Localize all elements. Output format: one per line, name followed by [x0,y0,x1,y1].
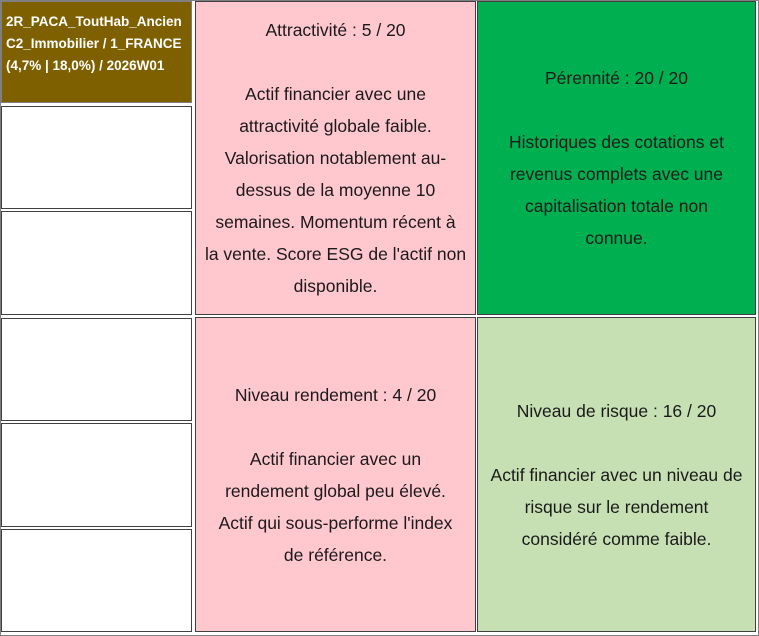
asset-header [1,1,192,103]
perennite-cell [477,1,756,315]
risque-description: Actif financier avec un niveau de risque sur le rendement considéré comme faible. [490,464,743,549]
attractivite-cell [195,1,476,315]
asset-name: 2R_PACA_ToutHab_Ancien [6,14,182,29]
empty-side-cell-2 [1,211,192,315]
empty-side-cell-5 [1,529,192,632]
perennite-title: Pérennité : 20 / 20 [544,68,689,88]
rendement-description: Actif financier avec un rendement global peu élevé. Actif qui sous-performe l'index de référence. [218,448,453,565]
side-column [0,0,194,634]
risque-cell [477,317,756,632]
rendement-cell [195,317,476,632]
perennite-description: Historiques des cotations et revenus complets avec une capitalisation totale non connue. [509,132,724,248]
empty-side-cell-1 [1,106,192,209]
risque-title: Niveau de risque : 16 / 20 [516,400,717,421]
empty-side-cell-3 [1,318,192,421]
empty-side-cell-4 [1,423,192,527]
attractivite-description: Actif financier avec une attractivité globale faible. Valorisation notablement au- dessus de la moyenne 10 semaines. Momentum récent à la vente. Score ESG de l'actif non disponible. [204,84,467,296]
attractivite-title: Attractivité : 5 / 20 [265,20,406,40]
asset-category: C2_Immobilier / 1_FRANCE [6,36,182,51]
rendement-title: Niveau rendement : 4 / 20 [234,384,437,405]
asset-stats: (4,7% | 18,0%) / 2026W01 [6,58,165,73]
